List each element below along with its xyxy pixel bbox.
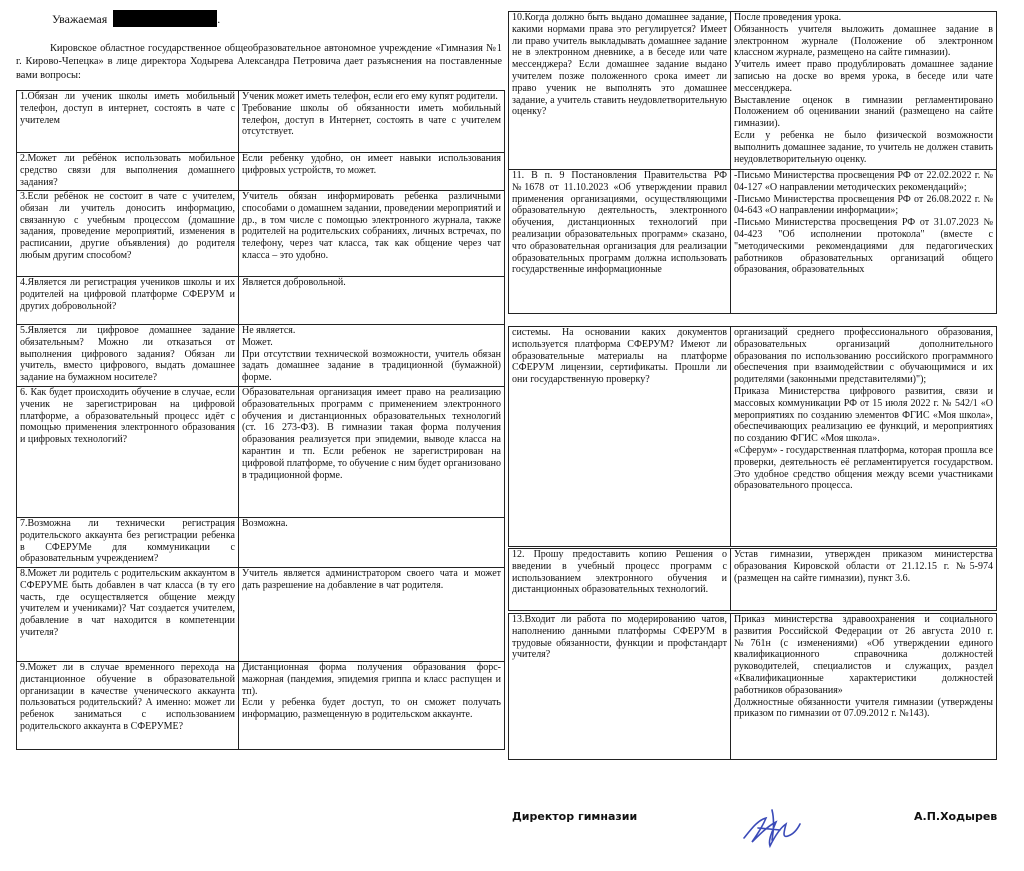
table-row xyxy=(17,91,505,153)
question-cell: 4.Является ли регистрация учеников школы и их родителей на цифровой платформе СФЕРУМ и других добровольной? xyxy=(17,277,239,325)
signature-icon xyxy=(738,798,808,858)
table-row xyxy=(509,614,997,760)
answer-line: Если у ребенка будет доступ, то он сможет получать информацию, размещенную в родительском аккаунте. xyxy=(242,697,501,721)
question-cell: 5.Является ли цифровое домашнее задание обязательным? Можно ли отказаться от выполнения цифрового задания? Обязан ли учитель, вместо цифрового, выдать домашнее задание на бумажном носителе? xyxy=(17,325,239,387)
question-cell: 8.Может ли родитель с родительским аккаунтом в СФЕРУМЕ быть добавлен в чат класса (в ту его часть, где осуществляется общение между учителем и учениками)? Чат создается учителем, добавление в чат находится в компетенции учителя? xyxy=(17,568,239,662)
answer-cell xyxy=(731,614,997,760)
qa-table-right-3 xyxy=(508,548,997,611)
table-row xyxy=(17,191,505,277)
answer-cell xyxy=(731,12,997,170)
table-row xyxy=(17,518,505,568)
table-row xyxy=(17,568,505,662)
table-row xyxy=(509,12,997,170)
qa-table-right-1 xyxy=(508,11,997,314)
question-cell: 3.Если ребёнок не состоит в чате с учителем, обязан ли учитель доносить информацию, связанную с учебным процессом (домашние задания, проведение мероприятий, изменения в расписании, другие объявления) до родителя любым другим способом? xyxy=(17,191,239,277)
question-cell: 6. Как будет происходить обучение в случае, если ученик не зарегистрирован на цифровой платформе, а образовательный процесс идёт с помощью применения электронного образования и цифровых технологий? xyxy=(17,387,239,518)
answer-line: При отсутствии технической возможности, учитель обязан задать домашнее задание в традиционной (бумажной) форме. xyxy=(242,348,501,384)
answer-line: Обязанность учителя выложить домашнее задание в электронном журнале (Положение об электронном классном журнале, размещено на сайте гимназии). xyxy=(734,23,993,59)
answer-cell xyxy=(239,568,505,662)
qa-table-right-2 xyxy=(508,326,997,547)
answer-line: организаций среднего профессионального образования, образовательных организаций дополнительного образования по использованию российского программного обеспечения при взаимодействии с обучающимися и их родителями (законными представителями)"); xyxy=(734,327,993,386)
answer-cell xyxy=(731,170,997,314)
answer-line: Дистанционная форма получения образования форс-мажорная (пандемия, эпидемия гриппа и класс распущен и тп). xyxy=(242,662,501,697)
question-cell: 11. В п. 9 Постановления Правительства РФ №1678 от 11.10.2023 «Об утверждении правил применения организациями, осуществляющими образовательную деятельность, электронного обучения, дистанционных технологий при реализации образовательных программ» сказано, что образовательная организация для реализации образовательных программ должна использовать государственные информационные xyxy=(509,170,731,314)
question-cell: 2.Может ли ребёнок использовать мобильное средство связи для выполнения домашнего задания? xyxy=(17,153,239,191)
table-row xyxy=(509,549,997,611)
question-cell: 9.Может ли в случае временного перехода на дистанционное обучение в образовательной организации в качестве ученического аккаунта пользоваться родительский? А именно: может ли ребенок заниматься с использованием родительского аккаунта в СФЕРУМЕ? xyxy=(17,662,239,750)
answer-line: «Сферум» - государственная платформа, которая прошла все проверки, деятельность её регламентируется государством. Это удобное средство общения между всеми участниками образовательного процесса. xyxy=(734,444,993,492)
answer-line: Может. xyxy=(242,336,273,348)
answer-line: Возможна. xyxy=(242,518,288,529)
question-cell: 1.Обязан ли ученик школы иметь мобильный телефон, доступ в интернет, состоять в чате с учителем xyxy=(17,91,239,153)
answer-cell xyxy=(239,518,505,568)
question-cell: системы. На основании каких документов используется платформа СФЕРУМ? Имеют ли образовательные материалы на платформе СФЕРУМ лицензии, сертификаты. Прошли ли они государственную проверку? xyxy=(509,327,731,547)
question-cell: 13.Входит ли работа по модерированию чатов, наполнению данными платформы СФЕРУМ в трудовые обязанности, функции и профстандарт учителя? xyxy=(509,614,731,760)
answer-cell xyxy=(239,153,505,191)
answer-line: Учитель имеет право продублировать домашнее задание записью на доске во время урока, в беседе или чате мессенджера. xyxy=(734,59,993,94)
answer-line: Является добровольной. xyxy=(242,277,346,288)
answer-line: Учитель является администратором своего чата и может дать разрешение на добавление в чат родителя. xyxy=(242,568,501,591)
answer-line: Образовательная организация имеет право на реализацию образовательных программ с применением электронного обучения и дистанционных образовательных технологий (ст. 16 273-ФЗ). В гимназии такая форма получения образования реализуется при эпидемии, выводе класса на карантин и тп. Если ребенок не зарегистрирован на цифровой платформе, то обучение с ним будет организовано в традиционной форме. xyxy=(242,387,501,481)
answer-line: Учитель обязан информировать ребенка различными способами о домашнем задании, проведении мероприятий и др., в том числе с помощью электронного журнала, также родителей на родительских собраниях, личных встречах, по телефону, через чат класса, так как общение через чат класса – это удобно. xyxy=(242,191,501,261)
intro-paragraph: Кировское областное государственное общеобразовательное автономное учреждение «Гимназия №1 г. Кирово-Чепецка» в лице директора Ходырева Александра Петровича дает разъяснения на поставленные вами вопросы: xyxy=(16,43,502,81)
answer-line: Приказ министерства здравоохранения и социального развития Российской Федерации от 26 августа 2010 г. №761н (с изменениями) «Об утверждении единого квалификационного справочника должностей руководителей, специалистов и служащих, раздел «Квалификационные характеристики должностей работников образования» xyxy=(734,614,993,696)
table-row xyxy=(17,387,505,518)
table-row xyxy=(509,327,997,547)
answer-line: Должностные обязанности учителя гимназии (утверждены приказом по гимназии от 07.09.2012 г. №143). xyxy=(734,696,993,720)
answer-line: Не является. xyxy=(242,325,296,336)
director-name: А.П.Ходырев xyxy=(914,810,998,823)
table-row xyxy=(17,153,505,191)
table-row xyxy=(17,277,505,325)
answer-line: -Письмо Министерства просвещения РФ от 26.08.2022 г. № 04-643 «О направлении информации»; xyxy=(734,193,993,217)
greeting-end: . xyxy=(217,12,221,26)
question-cell: 12. Прошу предоставить копию Решения о введении в учебный процесс программ с использованием электронного обучения и дистанционных образовательных технологий. xyxy=(509,549,731,611)
table-row xyxy=(509,170,997,314)
question-cell: 10.Когда должно быть выдано домашнее задание, какими нормами права это регулируется? Имеет ли право учитель выкладывать домашнее задание не в электронном дневнике, а в беседе или чате мессенджера? Если домашнее задание выдано учителем позже положенного срока имеет ли право ученик не выполнять это домашнее задание, а учитель ставить неудовлетворительную оценку? xyxy=(509,12,731,170)
answer-cell xyxy=(239,387,505,518)
answer-cell xyxy=(731,549,997,611)
answer-cell xyxy=(239,191,505,277)
answer-line: Если ребенку удобно, он имеет навыки использования цифровых устройств, то может. xyxy=(242,153,501,176)
greeting-text: Уважаемая xyxy=(52,12,108,26)
answer-line: -Письмо Министерства просвещения РФ от 22.02.2022 г. № 04-127 «О направлении методических рекомендаций»; xyxy=(734,170,993,193)
answer-line: -Письмо Министерства просвещения РФ от 31.07.2023 № 04-423 "Об исполнении протокола" (вместе с "методическими рекомендациями для педагогических работников образовательных организаций общего образования, образовательных xyxy=(734,217,993,276)
director-title: Директор гимназии xyxy=(512,810,638,823)
qa-table-left xyxy=(16,90,505,750)
answer-line: Выставление оценок в гимназии регламентировано Положением об оценивании знаний (размещено на сайте гимназии). xyxy=(734,94,993,130)
answer-line: Устав гимназии, утвержден приказом министерства образования Кировской области от 21.12.15 г. №5-974 (размещен на сайте гимназии), пункт 3.6. xyxy=(734,549,993,584)
redacted-name xyxy=(113,10,217,27)
answer-cell xyxy=(239,91,505,153)
question-cell: 7.Возможна ли технически регистрация родительского аккаунта без регистрации ребенка в СФЕРУМе для коммуникации с образовательным учреждением? xyxy=(17,518,239,568)
answer-cell xyxy=(239,277,505,325)
answer-line: Ученик может иметь телефон, если его ему купят родители. xyxy=(242,91,498,102)
qa-table-right-4 xyxy=(508,613,997,760)
greeting xyxy=(52,10,220,27)
answer-line: После проведения урока. xyxy=(734,12,842,23)
table-row xyxy=(17,325,505,387)
answer-cell xyxy=(731,327,997,547)
answer-line: Требование школы об обязанности иметь мобильный телефон, доступ в Интернет, состоять в чате с учителем отсутствует. xyxy=(242,102,501,138)
answer-line: Если у ребенка не было физической возможности выполнить домашнее задание, то учитель не должен ставить неудовлетворительную оценку. xyxy=(734,129,993,165)
answer-line: Приказа Министерства цифрового развития, связи и массовых коммуникации РФ от 15 июля 2022 г. № 542/1 «О мероприятиях по созданию элементов ФГИС «Моя школа», обеспечивающих реализацию ее функций, и мероприятиях по созданию ФГИС «Моя школа». xyxy=(734,385,993,445)
table-row xyxy=(17,662,505,750)
answer-cell xyxy=(239,325,505,387)
answer-cell xyxy=(239,662,505,750)
